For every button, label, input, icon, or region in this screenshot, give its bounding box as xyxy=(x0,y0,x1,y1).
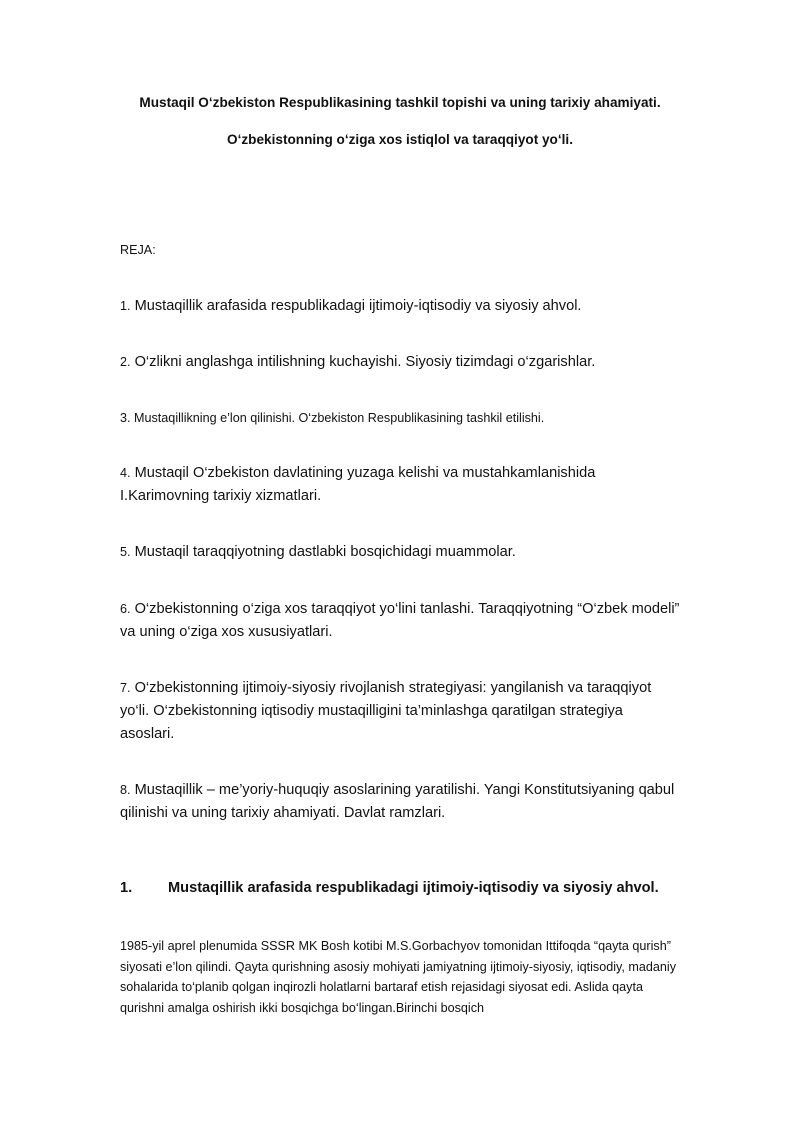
plan-item-number: 3. xyxy=(120,411,131,425)
plan-item-number: 4. xyxy=(120,466,131,480)
plan-item-text: Mustaqillik arafasida respublikadagi ijtimoiy-iqtisodiy va siyosiy ahvol. xyxy=(130,298,582,314)
plan-item-number: 5. xyxy=(120,545,131,559)
plan-item-text: O‘zlikni anglashga intilishning kuchayishi. Siyosiy tizimdagi o‘zgarishlar. xyxy=(130,354,596,370)
section-heading xyxy=(120,880,700,896)
body-paragraph: 1985-yil aprel plenumida SSSR MK Bosh kotibi M.S.Gorbachyov tomonidan Ittifoqda “qayta qurish” siyosati e’lon qilindi. Qayta qurishning asosiy mohiyati jamiyatning ijtimoiy-siyosiy, iqtisodiy, madaniy sohalarida to‘planib qolgan inqirozli holatlarni bartaraf etish rejasidagi siyosat edi. Aslida qayta qurishni amalga oshirish ikki bosqichga bo‘lingan.Birinchi bosqich xyxy=(120,939,676,1015)
plan-item-text: O‘zbekistonning ijtimoiy-siyosiy rivojlanish strategiyasi: yangilanish va taraqqiyot yo‘li. O‘zbekistonning iqtisodiy mustaqilligini ta’minlashga qaratilgan strategiya asoslari. xyxy=(120,680,652,742)
section-title: Mustaqillik arafasida respublikadagi ijtimoiy-iqtisodiy va siyosiy ahvol. xyxy=(168,880,659,896)
plan-item-number: 2. xyxy=(120,355,131,369)
plan-item-7 xyxy=(120,677,680,746)
plan-item-text: O‘zbekistonning o‘ziga xos taraqqiyot yo‘lini tanlashi. Taraqqiyotning “O‘zbek modeli” va uning o‘ziga xos xususiyatlari. xyxy=(120,601,680,640)
plan-item-number: 8. xyxy=(120,783,131,797)
document-title: Mustaqil O‘zbekiston Respublikasining tashkil topishi va uning tarixiy ahamiyati. xyxy=(139,95,661,110)
plan-item-4 xyxy=(120,462,680,508)
plan-item-text: Mustaqil taraqqiyotning dastlabki bosqichidagi muammolar. xyxy=(130,544,516,560)
plan-item-6 xyxy=(120,598,680,644)
plan-item-1 xyxy=(120,295,680,318)
plan-item-text: Mustaqil O‘zbekiston davlatining yuzaga kelishi va mustahkamlanishida I.Karimovning tarixiy xizmatlari. xyxy=(120,465,596,504)
plan-item-number: 7. xyxy=(120,681,131,695)
document-subtitle: O‘zbekistonning o‘ziga xos istiqlol va taraqqiyot yo‘li. xyxy=(227,132,573,147)
section-number: 1. xyxy=(120,880,133,896)
plan-item-number: 1. xyxy=(120,299,131,313)
plan-item-number: 6. xyxy=(120,602,131,616)
plan-item-2 xyxy=(120,351,680,374)
plan-item-5 xyxy=(120,541,680,564)
plan-item-8 xyxy=(120,779,680,825)
plan-item-text: Mustaqillikning e’lon qilinishi. O‘zbekiston Respublikasining tashkil etilishi. xyxy=(130,411,545,425)
plan-item-3 xyxy=(120,408,680,428)
plan-item-text: Mustaqillik – me’yoriy-huquqiy asoslarining yaratilishi. Yangi Konstitutsiyaning qabul qilinishi va uning tarixiy ahamiyati. Davlat ramzlari. xyxy=(120,782,675,821)
plan-label: REJA: xyxy=(120,243,156,257)
